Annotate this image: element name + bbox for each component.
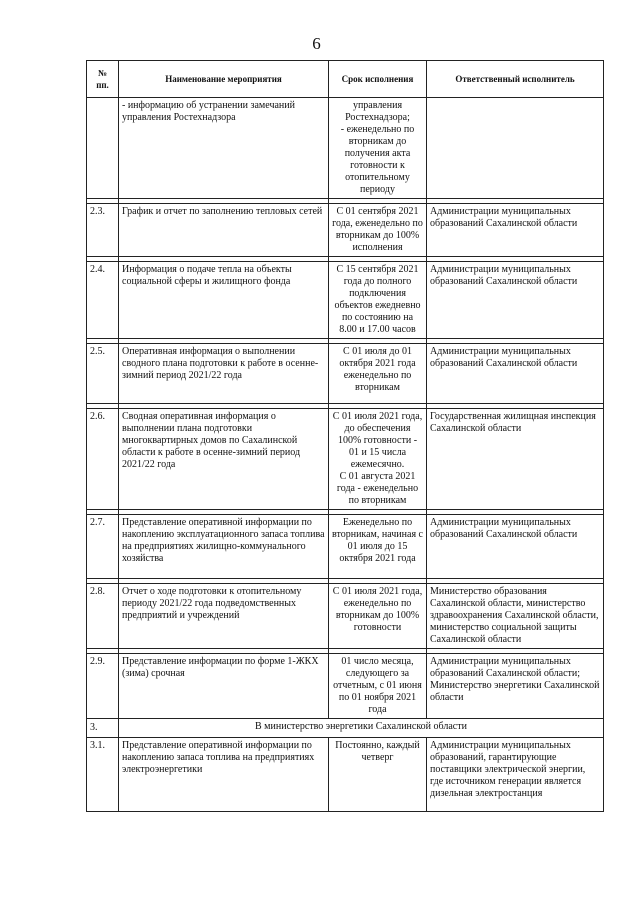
- row-term: Еженедельно по вторникам, начиная с 01 июля до 15 октября 2021 года: [329, 515, 427, 579]
- row-name: Сводная оперативная информация о выполнении плана подготовки многоквартирных домов по Сахалинской области к работе в осенне-зимний период 2021/22 года: [119, 409, 329, 510]
- row-term: управления Ростехнадзора; - еженедельно по вторникам до получения акта готовности к отопительному периоду: [329, 98, 427, 199]
- table-header-row: [87, 61, 604, 98]
- row-term: С 01 июля 2021 года, до обеспечения 100% готовности - 01 и 15 числа ежемесячно. С 01 августа 2021 года - еженедельно по вторникам: [329, 409, 427, 510]
- row-name: - информацию об устранении замечаний управления Ростехнадзора: [119, 98, 329, 199]
- row-num: 2.8.: [87, 584, 119, 649]
- table-row: [87, 584, 604, 649]
- row-exec: Государственная жилищная инспекция Сахалинской области: [427, 409, 604, 510]
- header-name: Наименование мероприятия: [119, 61, 329, 98]
- row-term: 01 число месяца, следующего за отчетным, с 01 июня по 01 ноября 2021 года: [329, 654, 427, 719]
- row-exec: Администрации муниципальных образований, гарантирующие поставщики электрической энергии, где источником генерации является дизельная электростанция: [427, 738, 604, 812]
- row-name: Оперативная информация о выполнении сводного плана подготовки к работе в осенне-зимний период 2021/22 года: [119, 344, 329, 404]
- row-exec: Администрации муниципальных образований Сахалинской области: [427, 262, 604, 339]
- table-row: [87, 654, 604, 719]
- header-exec: Ответственный исполнитель: [427, 61, 604, 98]
- row-name: Представление информации по форме 1-ЖКХ (зима) срочная: [119, 654, 329, 719]
- row-num: 2.7.: [87, 515, 119, 579]
- row-num: 2.5.: [87, 344, 119, 404]
- row-term: С 01 июля 2021 года, еженедельно по вторникам до 100% готовности: [329, 584, 427, 649]
- row-exec: Администрации муниципальных образований Сахалинской области: [427, 204, 604, 257]
- row-exec: Администрации муниципальных образований Сахалинской области: [427, 515, 604, 579]
- section-title: В министерство энергетики Сахалинской области: [119, 719, 604, 738]
- table-row: [87, 262, 604, 339]
- measures-table: [86, 60, 604, 812]
- table-row: [87, 98, 604, 199]
- row-term: Постоянно, каждый четверг: [329, 738, 427, 812]
- row-name: Отчет о ходе подготовки к отопительному периоду 2021/22 года подведомственных предприятий и учреждений: [119, 584, 329, 649]
- page-number: 6: [312, 34, 321, 53]
- section-row: [87, 719, 604, 738]
- row-name: Представление оперативной информации по накоплению эксплуатационного запаса топлива на предприятиях жилищно-коммунального хозяйства: [119, 515, 329, 579]
- table-row: [87, 344, 604, 404]
- table-row: [87, 515, 604, 579]
- table-row: [87, 204, 604, 257]
- row-name: Представление оперативной информации по накоплению запаса топлива на предприятиях электроэнергетики: [119, 738, 329, 812]
- row-exec: Администрации муниципальных образований Сахалинской области: [427, 344, 604, 404]
- row-num: 2.3.: [87, 204, 119, 257]
- header-num: № пп.: [87, 61, 119, 98]
- table-row: [87, 738, 604, 812]
- row-term: С 15 сентября 2021 года до полного подключения объектов ежедневно по состоянию на 8.00 и 17.00 часов: [329, 262, 427, 339]
- header-term: Срок исполнения: [329, 61, 427, 98]
- row-exec: Администрации муниципальных образований Сахалинской области; Министерство энергетики Сахалинской области: [427, 654, 604, 719]
- row-exec: [427, 98, 604, 199]
- row-num: 2.4.: [87, 262, 119, 339]
- row-name: Информация о подаче тепла на объекты социальной сферы и жилищного фонда: [119, 262, 329, 339]
- row-term: С 01 сентября 2021 года, еженедельно по вторникам до 100% исполнения: [329, 204, 427, 257]
- row-num: 2.9.: [87, 654, 119, 719]
- row-num: 3.1.: [87, 738, 119, 812]
- row-num: [87, 98, 119, 199]
- row-name: График и отчет по заполнению тепловых сетей: [119, 204, 329, 257]
- table-row: [87, 409, 604, 510]
- row-exec: Министерство образования Сахалинской области, министерство здравоохранения Сахалинской области, министерство социальной защиты Сахалинской области: [427, 584, 604, 649]
- row-num: 2.6.: [87, 409, 119, 510]
- row-term: С 01 июля до 01 октября 2021 года еженедельно по вторникам: [329, 344, 427, 404]
- section-num: 3.: [87, 719, 119, 738]
